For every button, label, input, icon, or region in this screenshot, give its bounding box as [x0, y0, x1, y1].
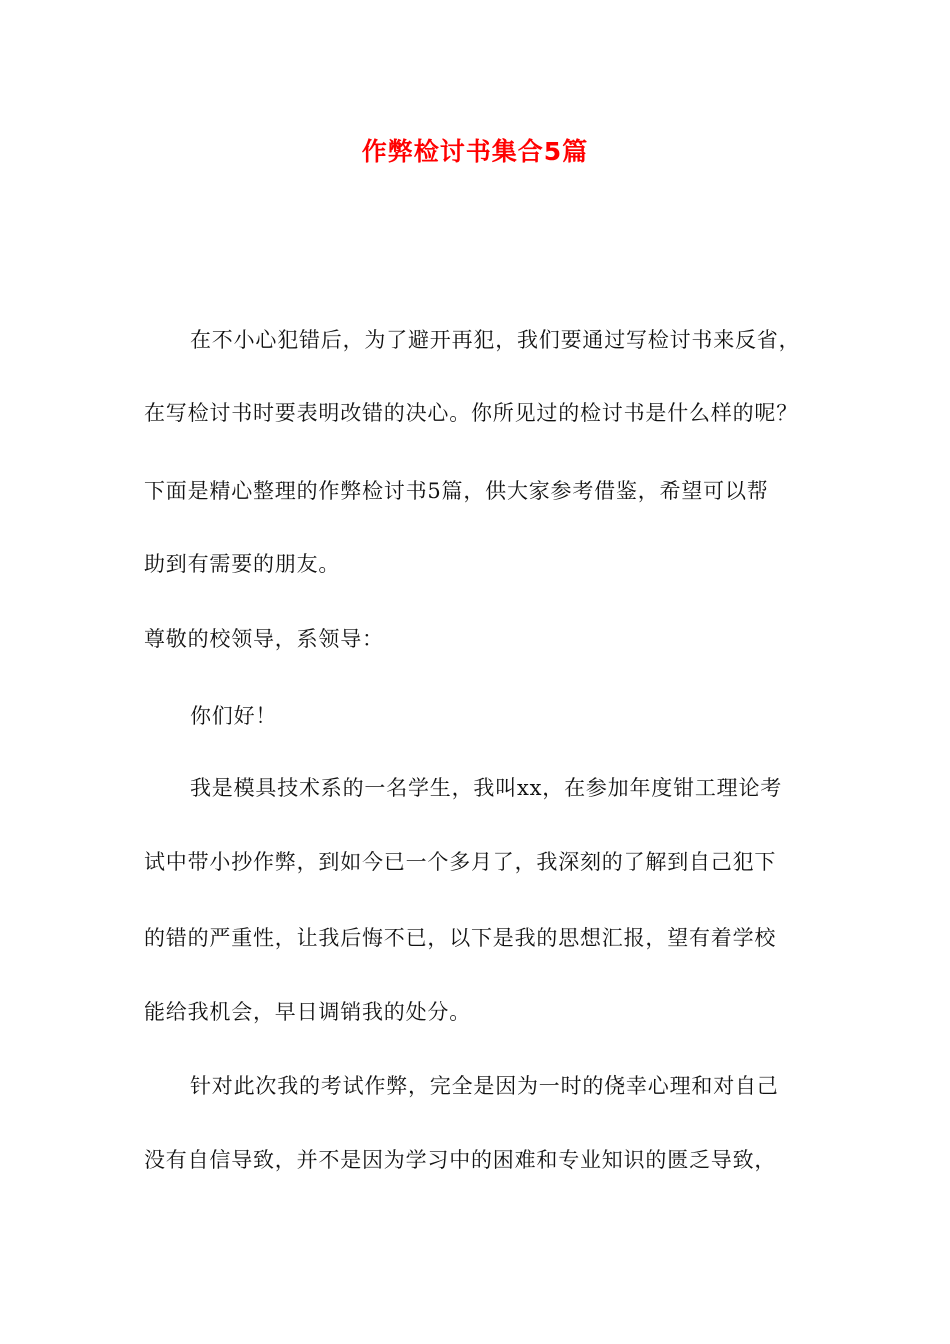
- body-line-9: 的错的严重性，让我后悔不已，以下是我的思想汇报，望有着学校: [144, 926, 777, 950]
- body-line-8: 试中带小抄作弊，到如今已一个多月了，我深刻的了解到自己犯下: [144, 850, 777, 874]
- body-line-12: 没有自信导致，并不是因为学习中的困难和专业知识的匮乏导致，: [144, 1148, 777, 1172]
- body-line-10: 能给我机会，早日调销我的处分。: [144, 1000, 471, 1024]
- body-line-7: 我是模具技术系的一名学生，我叫xx，在参加年度钳工理论考: [190, 776, 783, 800]
- body-line-2: 在写检讨书时要表明改错的决心。你所见过的检讨书是什么样的呢？: [144, 401, 798, 425]
- body-line-4: 助到有需要的朋友。: [144, 552, 341, 576]
- document-title: 作弊检讨书集合5篇: [361, 137, 589, 166]
- salutation: 尊敬的校领导，系领导：: [144, 627, 384, 651]
- body-line-11: 针对此次我的考试作弊，完全是因为一时的侥幸心理和对自己: [190, 1074, 779, 1098]
- body-line-3: 下面是精心整理的作弊检讨书5篇，供大家参考借鉴，希望可以帮: [144, 479, 769, 503]
- greeting: 你们好！: [190, 704, 278, 728]
- body-line-1: 在不小心犯错后，为了避开再犯，我们要通过写检讨书来反省，: [190, 328, 801, 352]
